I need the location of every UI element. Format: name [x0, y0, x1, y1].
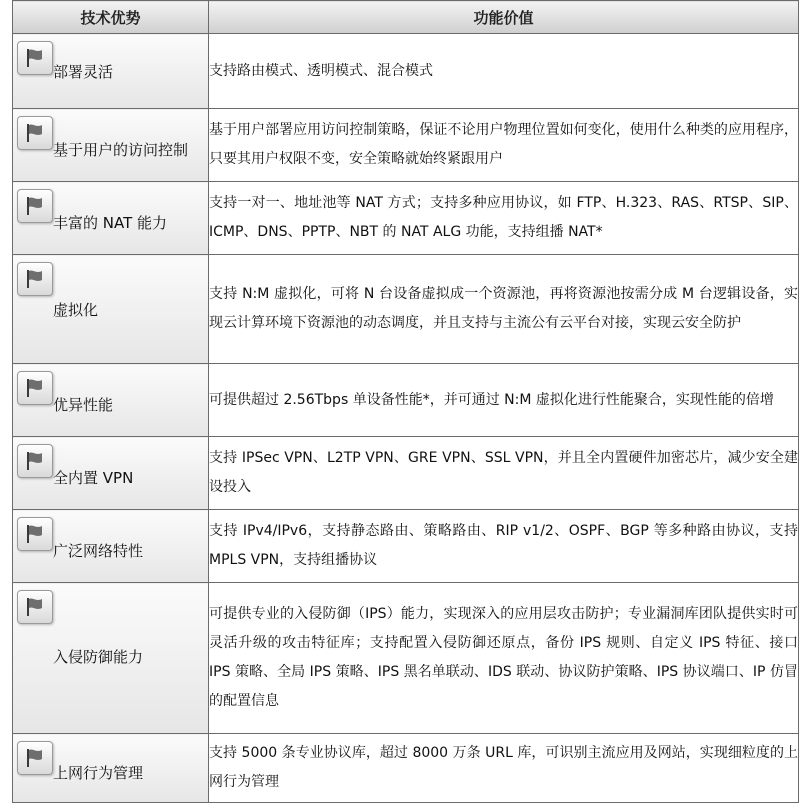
table-row: [13, 109, 799, 182]
table-row: [13, 364, 799, 437]
table-body: [13, 34, 799, 803]
advantage-label: 入侵防御能力: [53, 648, 144, 666]
advantage-label: 基于用户的访问控制: [53, 141, 189, 159]
advantage-label: 部署灵活: [53, 63, 114, 81]
advantage-label: 上网行为管理: [53, 764, 144, 782]
table-row: [13, 34, 799, 109]
advantage-label: 虚拟化: [53, 301, 99, 319]
value-cell: 支持一对一、地址池等 NAT 方式；支持多种应用协议，如 FTP、H.323、RAS、RTSP、SIP、ICMP、DNS、PPTP、NBT 的 NAT ALG 功能，支持组播 NAT*: [209, 182, 799, 255]
table-row: [13, 255, 799, 364]
advantage-cell: [13, 583, 209, 734]
header-advantage: 技术优势: [13, 1, 209, 34]
feature-table: [12, 0, 799, 803]
value-cell: 基于用户部署应用访问控制策略，保证不论用户物理位置如何变化，使用什么种类的应用程序，只要其用户权限不变，安全策略就始终紧跟用户: [209, 109, 799, 182]
advantage-label: 广泛网络特性: [53, 542, 144, 560]
table-header-row: [13, 1, 799, 34]
flag-icon: [17, 590, 53, 624]
value-cell: 支持路由模式、透明模式、混合模式: [209, 34, 799, 109]
advantage-cell: [13, 182, 209, 255]
advantage-cell: [13, 364, 209, 437]
value-cell: 可提供专业的入侵防御（IPS）能力，实现深入的应用层攻击防护；专业漏洞库团队提供实时可灵活升级的攻击特征库；支持配置入侵防御还原点，备份 IPS 规则、自定义 IPS 特征、接口 IPS 策略、全局 IPS 策略、IPS 黑名单联动、IDS 联动、协议防护策略、IPS 协议端口、IP 仿冒的配置信息: [209, 583, 799, 734]
value-cell: 支持 IPSec VPN、L2TP VPN、GRE VPN、SSL VPN，并且全内置硬件加密芯片，减少安全建设投入: [209, 437, 799, 510]
header-value: 功能价值: [209, 1, 799, 34]
advantage-label: 全内置 VPN: [53, 469, 134, 487]
value-cell: 支持 5000 条专业协议库，超过 8000 万条 URL 库，可识别主流应用及网站，实现细粒度的上网行为管理: [209, 734, 799, 803]
advantage-cell: [13, 437, 209, 510]
table-row: [13, 510, 799, 583]
table-row: [13, 583, 799, 734]
value-cell: 支持 IPv4/IPv6，支持静态路由、策略路由、RIP v1/2、OSPF、BGP 等多种路由协议，支持 MPLS VPN，支持组播协议: [209, 510, 799, 583]
advantage-cell: [13, 734, 209, 803]
value-cell: 支持 N:M 虚拟化，可将 N 台设备虚拟成一个资源池，再将资源池按需分成 M 台逻辑设备，实现云计算环境下资源池的动态调度，并且支持与主流公有云平台对接，实现云安全防护: [209, 255, 799, 364]
table-row: [13, 734, 799, 803]
advantage-cell: [13, 109, 209, 182]
advantage-cell: [13, 510, 209, 583]
flag-icon: [17, 262, 53, 296]
feature-table-container: [12, 0, 798, 797]
advantage-cell: [13, 255, 209, 364]
value-cell: 可提供超过 2.56Tbps 单设备性能*，并可通过 N:M 虚拟化进行性能聚合，实现性能的倍增: [209, 364, 799, 437]
table-row: [13, 437, 799, 510]
advantage-label: 优异性能: [53, 396, 114, 414]
table-row: [13, 182, 799, 255]
advantage-cell: [13, 34, 209, 109]
advantage-label: 丰富的 NAT 能力: [53, 214, 168, 232]
